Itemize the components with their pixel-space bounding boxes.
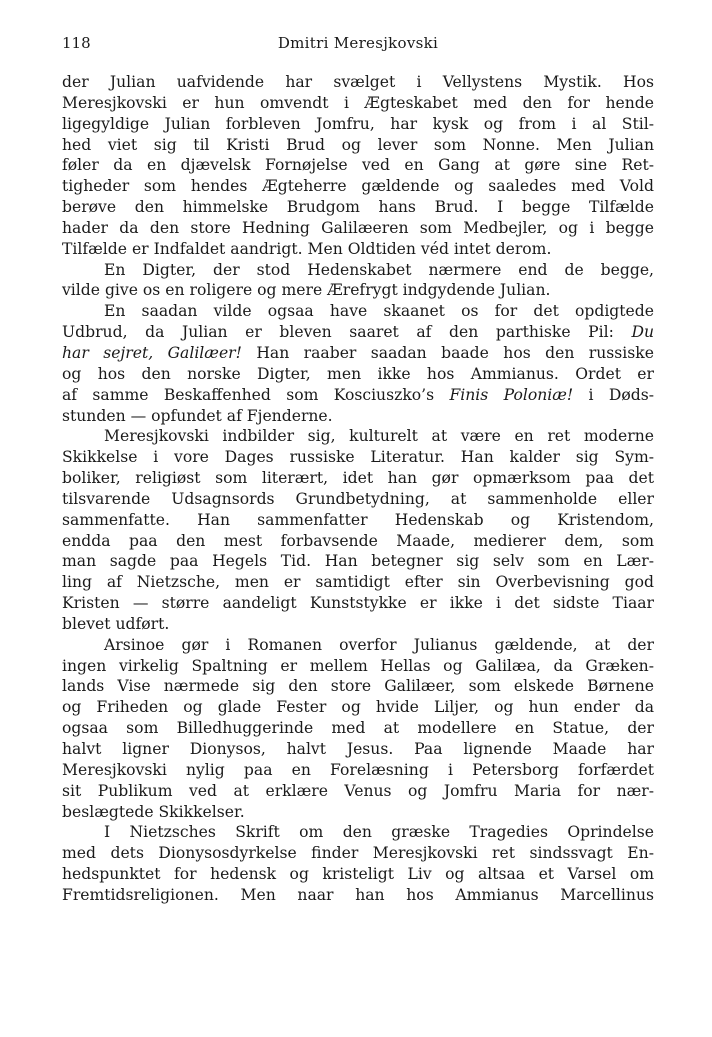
text-line: ligegyldige Julian forbleven Jomfru, har kysk og from i al Stil-	[62, 114, 654, 133]
italic-phrase: Finis Poloniæ!	[449, 385, 574, 404]
page-number: 118	[62, 34, 91, 52]
text-line: Udbrud, da Julian er bleven saaret af den parthiske Pil: Du	[62, 323, 654, 342]
text-line: og hos den norske Digter, men ikke hos Ammianus. Ordet er	[62, 364, 654, 383]
text-line: hed viet sig til Kristi Brud og lever som Nonne. Men Julian	[62, 135, 654, 154]
text-line: Skikkelse i vore Dages russiske Literatur. Han kalder sig Sym-	[62, 448, 654, 467]
text-line: man sagde paa Hegels Tid. Han betegner sig selv som en Lær-	[62, 552, 654, 571]
text-line: og Friheden og glade Fester og hvide Liljer, og hun ender da	[62, 698, 654, 717]
text-line: Meresjkovski nylig paa en Forelæsning i Petersborg forfærdet	[62, 760, 654, 779]
text-line: Fremtidsreligionen. Men naar han hos Ammianus Marcellinus	[62, 885, 654, 904]
paragraph	[62, 72, 654, 260]
text-line: boliker, religiøst som literært, idet han gør opmærksom paa det	[62, 469, 654, 488]
italic-phrase: har sejret, Galilæer!	[62, 343, 242, 362]
paragraph	[62, 426, 654, 634]
text-line: føler da en djævelsk Fornøjelse ved en Gang at gøre sine Ret-	[62, 156, 654, 175]
text-line: berøve den himmelske Brudgom hans Brud. I begge Tilfælde	[62, 198, 654, 217]
text-line: hader da den store Hedning Galilæeren som Medbejler, og i begge	[62, 218, 654, 237]
text-line: blevet udført.	[62, 614, 170, 633]
text-line: En saadan vilde ogsaa have skaanet os for det opdigtede	[104, 302, 654, 321]
text-line: endda paa den mest forbavsende Maade, medierer dem, som	[62, 531, 654, 550]
running-head: Dmitri Meresjkovski	[277, 34, 439, 52]
text-line: Tilfælde er Indfaldet aandrigt. Men Oldtiden véd intet derom.	[62, 239, 552, 258]
text-line: Arsinoe gør i Romanen overfor Julianus gældende, at der	[104, 635, 654, 654]
paragraph	[62, 301, 654, 426]
text-line: med dets Dionysosdyrkelse finder Meresjkovski ret sindssvagt En-	[62, 844, 654, 863]
text-line: I Nietzsches Skrift om den græske Tragedies Oprindelse	[104, 823, 654, 842]
text-line: ogsaa som Billedhuggerinde med at modellere en Statue, der	[62, 719, 654, 738]
text-line: ling af Nietzsche, men er samtidigt efter sin Overbevisning god	[62, 573, 654, 592]
text-line: sit Publikum ved at erklære Venus og Jomfru Maria for nær-	[62, 781, 654, 800]
text-line: sammenfatte. Han sammenfatter Hedenskab og Kristendom,	[62, 510, 654, 529]
paragraph	[62, 822, 654, 905]
text-line: stunden — opfundet af Fjenderne.	[62, 406, 333, 425]
paragraph	[62, 260, 654, 302]
text-line: Kristen — større aandeligt Kunststykke er ikke i det sidste Tiaar	[62, 594, 654, 613]
text-line: af samme Beskaffenhed som Kosciuszko’s Finis Poloniæ! i Døds-	[62, 385, 654, 404]
text-line: tigheder som hendes Ægteherre gældende og saaledes med Vold	[62, 177, 654, 196]
text-line: har sejret, Galilæer! Han raaber saadan baade hos den russiske	[62, 343, 654, 362]
text-line: Meresjkovski indbilder sig, kulturelt at være en ret moderne	[104, 427, 654, 446]
text-line: En Digter, der stod Hedenskabet nærmere end de begge,	[104, 260, 654, 279]
text-line: halvt ligner Dionysos, halvt Jesus. Paa lignende Maade har	[62, 740, 654, 758]
text-line: ingen virkelig Spaltning er mellem Hellas og Galilæa, da Græken-	[62, 656, 654, 675]
text-line: hedspunktet for hedensk og kristeligt Liv og altsaa et Varsel om	[62, 865, 654, 884]
page-header	[62, 34, 654, 56]
text-line: Meresjkovski er hun omvendt i Ægteskabet med den for hende	[62, 93, 654, 112]
text-line: lands Vise nærmede sig den store Galilæer, som elskede Børnene	[62, 677, 654, 696]
text-line: vilde give os en roligere og mere Ærefrygt indgydende Julian.	[62, 281, 551, 300]
text-line: der Julian uafvidende har svælget i Vellystens Mystik. Hos	[62, 73, 654, 91]
text-line: tilsvarende Udsagnsords Grundbetydning, at sammenholde eller	[62, 489, 654, 508]
paragraph	[62, 635, 654, 823]
body-text	[62, 72, 654, 906]
text-line: beslægtede Skikkelser.	[62, 802, 245, 821]
italic-phrase: Du	[631, 323, 654, 342]
